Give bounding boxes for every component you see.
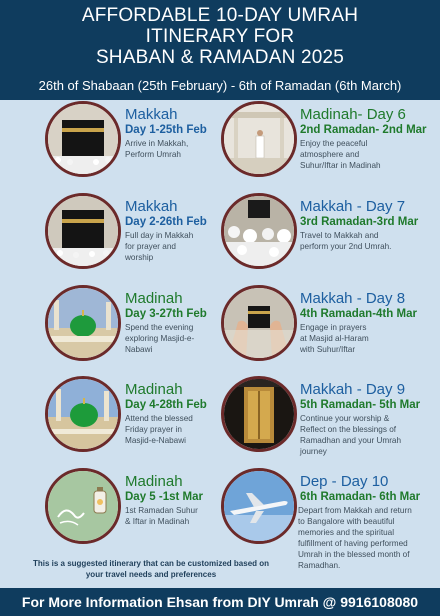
item-9-date: 5th Ramadan- 5th Mar: [300, 399, 421, 411]
contact-footer: For More Information Ehsan from DIY Umrah @ 9916108080: [0, 588, 440, 616]
kaaba-photo-icon: [45, 193, 121, 269]
item-1-desc: Arrive in Makkah, Perform Umrah: [125, 139, 189, 159]
item-8-desc: Engage in prayers at Masjid al-Haram with Suhur/Iftar: [300, 323, 369, 354]
green-dome-photo-icon: [45, 376, 121, 452]
item-4-desc: Attend the blessed Friday prayer in Masjid-e-Nabawi: [125, 414, 193, 445]
kaaba-photo-icon: [45, 101, 121, 177]
item-6-title: Madinah- Day 6: [300, 106, 406, 123]
customization-note: This is a suggested itinerary that can be customized based on your travel needs and preferences: [32, 559, 270, 579]
item-10-date: 6th Ramadan- 6th Mar: [300, 491, 421, 503]
header-banner: [0, 0, 440, 100]
item-5-title: Madinah: [125, 473, 183, 490]
item-4-date: Day 4-28th Feb: [125, 399, 207, 411]
item-7-title: Makkah - Day 7: [300, 198, 406, 215]
page-title-line-2: ITINERARY FOR: [145, 26, 295, 47]
page-title-line-1: AFFORDABLE 10-DAY UMRAH: [81, 5, 359, 26]
pilgrims-crowd-photo-icon: [221, 193, 297, 269]
item-6-date: 2nd Ramadan- 2nd Mar: [300, 124, 427, 136]
item-9-desc: Continue your worship & Reflect on the blessings of Ramadhan and your Umrah journey: [300, 414, 402, 456]
item-2-title: Makkah: [125, 198, 178, 215]
item-3-desc: Spend the evening exploring Masjid-e- Nabawi: [125, 323, 195, 354]
item-4-title: Madinah: [125, 381, 183, 398]
date-range-subtitle: 26th of Shabaan (25th February) - 6th of Ramadan (6th March): [38, 78, 402, 93]
item-5-date: Day 5 -1st Mar: [125, 491, 203, 503]
green-dome-photo-icon: [45, 285, 121, 361]
item-3-title: Madinah: [125, 290, 183, 307]
praying-hands-kaaba-photo-icon: [221, 285, 297, 361]
item-1-title: Makkah: [125, 106, 178, 123]
item-8-title: Makkah - Day 8: [300, 290, 406, 307]
item-10-desc: Depart from Makkah and return to Bangalore with beautiful memories and the spiritual fulfillment of having performed Umrah in the blessed month of Ramadhan.: [298, 506, 412, 570]
item-8-date: 4th Ramadan-4th Mar: [300, 308, 417, 320]
masjid-courtyard-photo-icon: [221, 101, 297, 177]
item-3-date: Day 3-27th Feb: [125, 308, 207, 320]
item-2-desc: Full day in Makkah for prayer and worship: [125, 231, 194, 262]
item-7-date: 3rd Ramadan-3rd Mar: [300, 216, 419, 228]
item-1-date: Day 1-25th Feb: [125, 124, 207, 136]
item-7-desc: Travel to Makkah and perform your 2nd Umrah.: [300, 231, 392, 251]
item-2-date: Day 2-26th Feb: [125, 216, 207, 228]
airplane-photo-icon: [221, 468, 297, 544]
item-9-title: Makkah - Day 9: [300, 381, 406, 398]
item-6-desc: Enjoy the peaceful atmosphere and Suhur/Iftar in Madinah: [300, 139, 381, 170]
item-10-title: Dep - Day 10: [300, 473, 389, 490]
kaaba-door-photo-icon: [221, 376, 297, 452]
page-title-line-3: SHABAN & RAMADAN 2025: [95, 47, 345, 68]
item-5-desc: 1st Ramadan Suhur & Iftar in Madinah: [125, 506, 198, 526]
lantern-calligraphy-photo-icon: [45, 468, 121, 544]
